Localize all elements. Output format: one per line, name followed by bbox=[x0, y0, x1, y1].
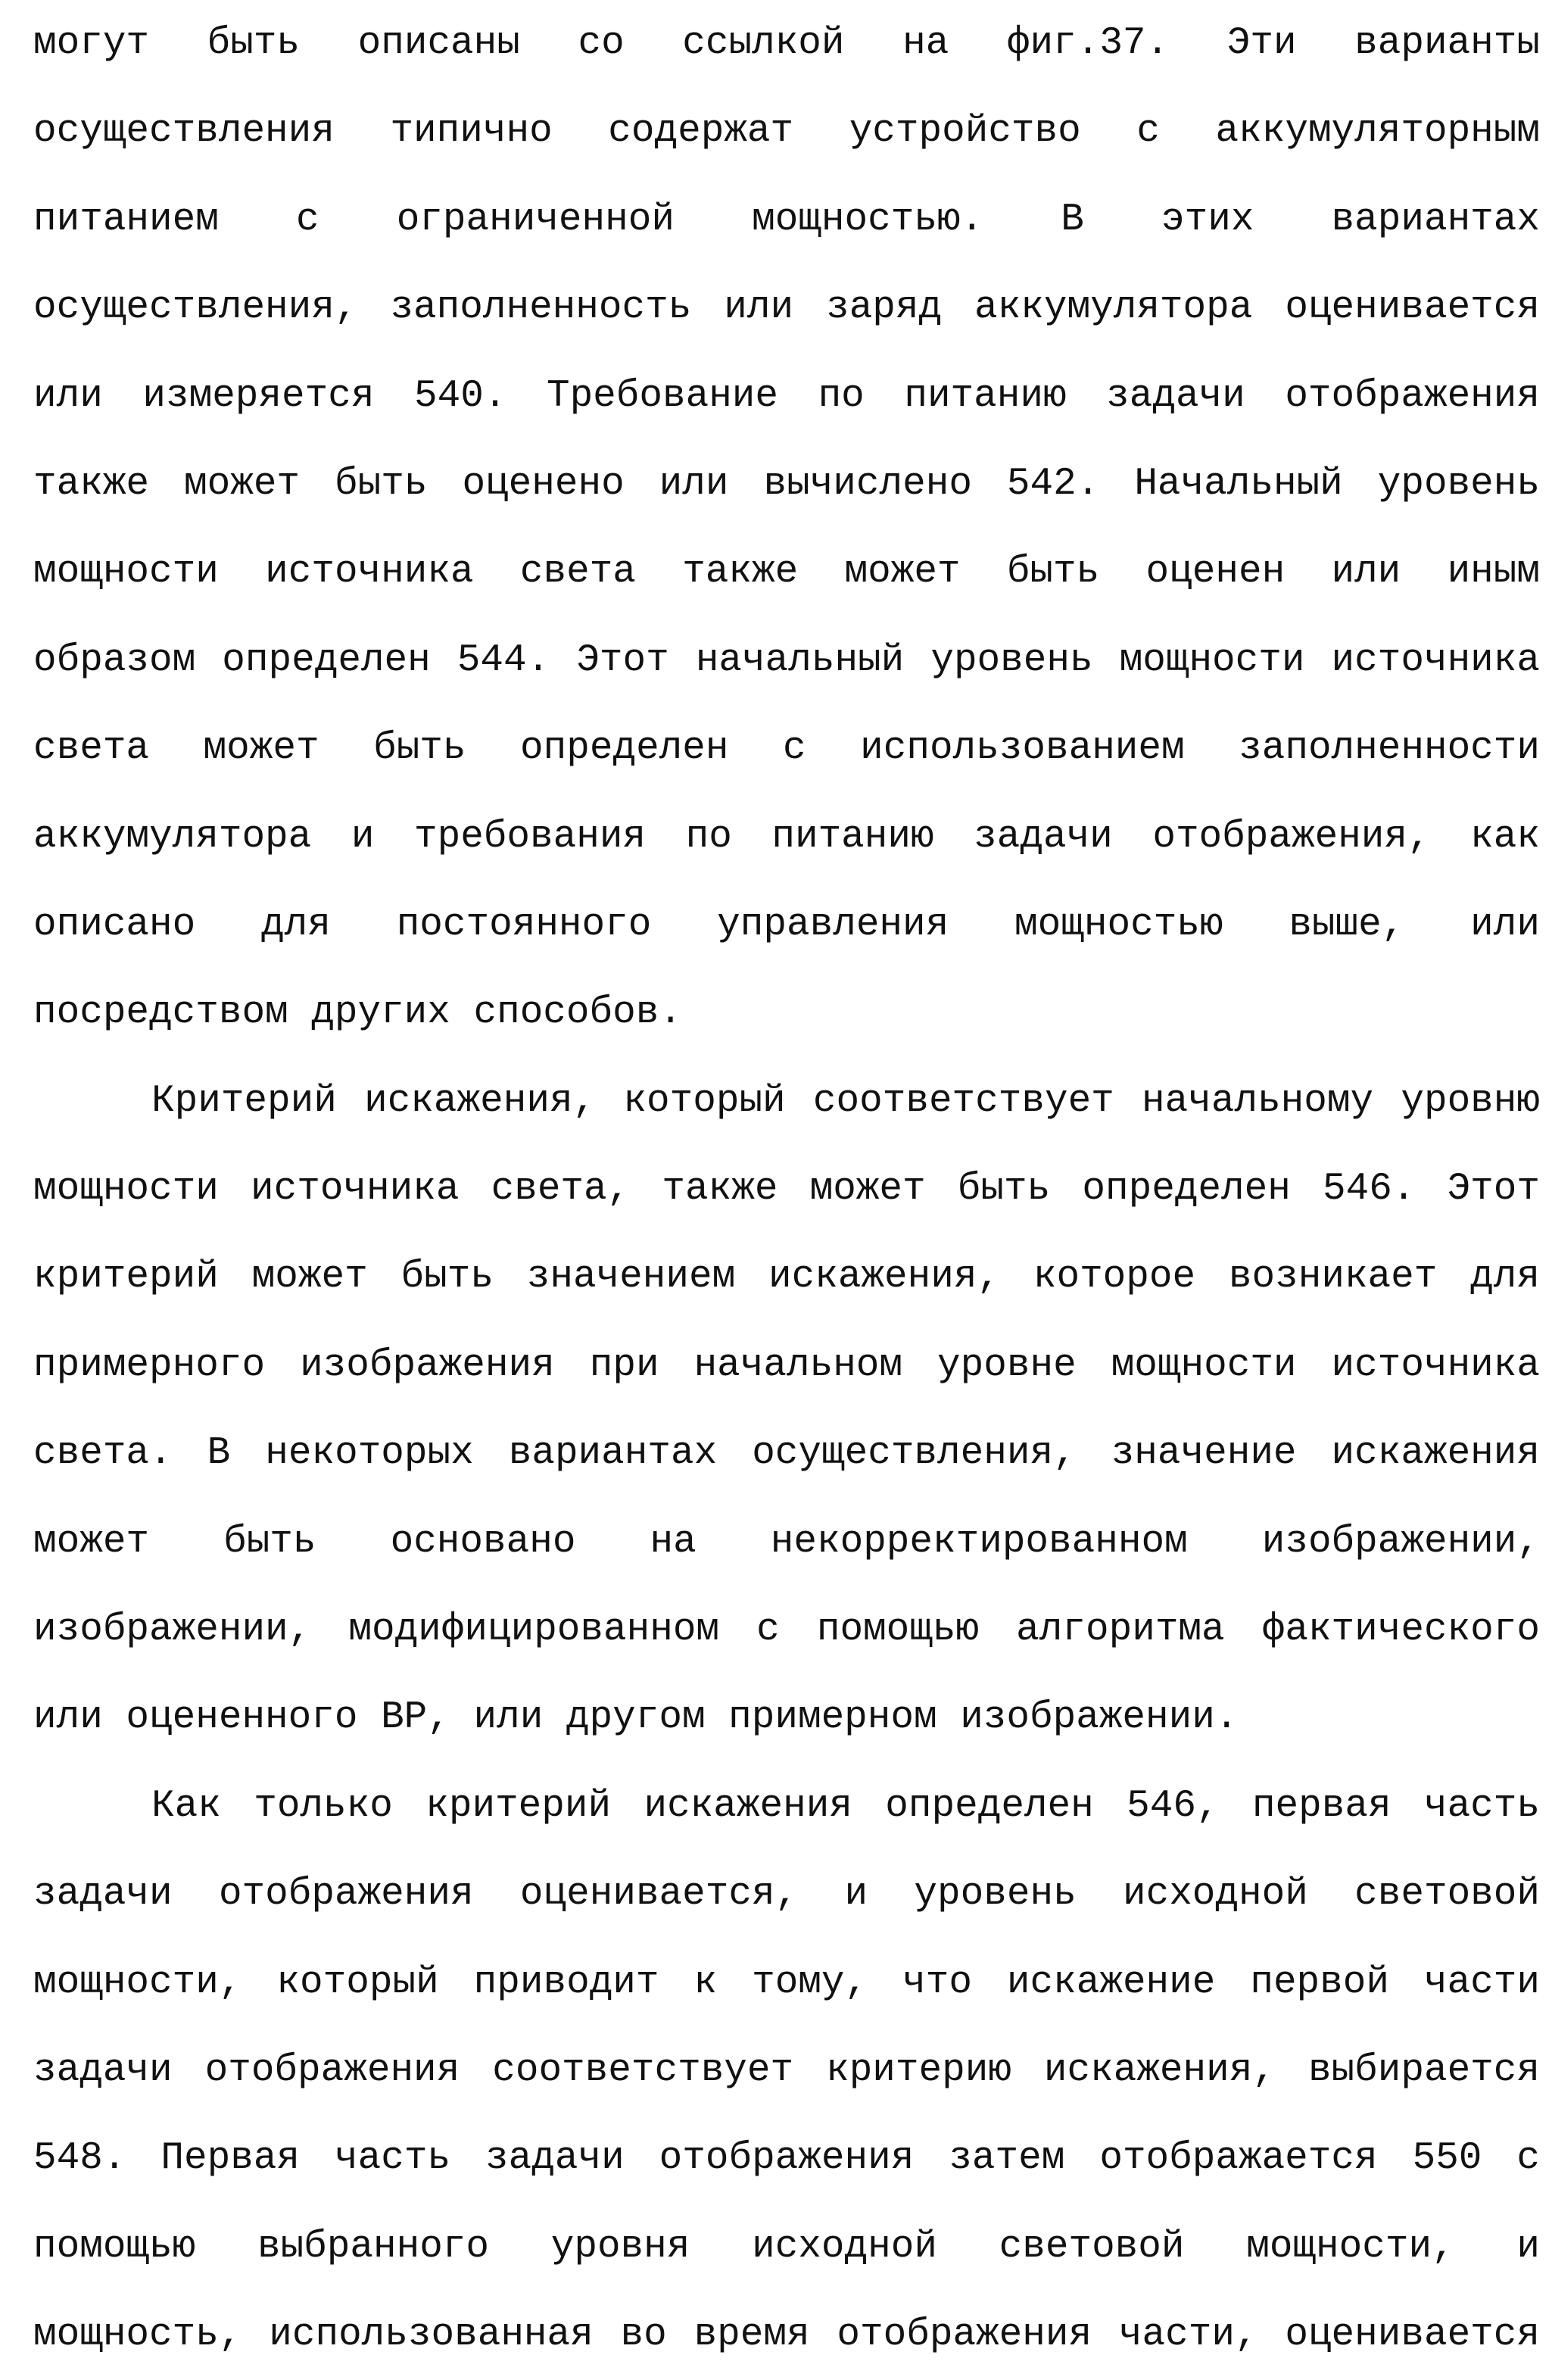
text-line: света. В некоторых вариантах осуществления, значение искажения bbox=[33, 1410, 1540, 1498]
text-line: аккумулятора и требования по питанию задачи отображения, как bbox=[33, 794, 1540, 881]
text-line: света может быть определен с использованием заполненности bbox=[33, 705, 1540, 793]
text-line: посредством других способов. bbox=[33, 969, 1540, 1057]
paragraph bbox=[33, 0, 1540, 1058]
text-line: задачи отображения оценивается, и уровень исходной световой bbox=[33, 1851, 1540, 1939]
text-line: мощности, который приводит к тому, что искажение первой части bbox=[33, 1939, 1540, 2027]
paragraph bbox=[33, 1058, 1540, 1763]
text-line: осуществления типично содержат устройство с аккумуляторным bbox=[33, 88, 1540, 176]
text-line: описано для постоянного управления мощностью выше, или bbox=[33, 881, 1540, 969]
text-line: мощности источника света, также может быть определен 546. Этот bbox=[33, 1146, 1540, 1234]
text-line: или оцененного BP, или другом примерном изображении. bbox=[33, 1674, 1540, 1762]
document-page bbox=[33, 0, 1540, 2380]
text-line: критерий может быть значением искажения, которое возникает для bbox=[33, 1234, 1540, 1321]
text-line: мощность, использованная во время отображения части, оценивается bbox=[33, 2291, 1540, 2379]
text-line: Как только критерий искажения определен 546, первая часть bbox=[33, 1763, 1540, 1851]
text-line: Критерий искажения, который соответствует начальному уровню bbox=[33, 1058, 1540, 1146]
text-line: мощности источника света также может быть оценен или иным bbox=[33, 529, 1540, 616]
text-line: примерного изображения при начальном уровне мощности источника bbox=[33, 1322, 1540, 1410]
text-line: питанием с ограниченной мощностью. В этих вариантах bbox=[33, 176, 1540, 264]
text-line: образом определен 544. Этот начальный уровень мощности источника bbox=[33, 617, 1540, 705]
text-line: помощью выбранного уровня исходной световой мощности, и bbox=[33, 2204, 1540, 2291]
text-line: или измеряется 540. Требование по питанию задачи отображения bbox=[33, 353, 1540, 441]
text-line: осуществления, заполненность или заряд аккумулятора оценивается bbox=[33, 264, 1540, 352]
text-line: задачи отображения соответствует критерию искажения, выбирается bbox=[33, 2027, 1540, 2115]
text-line: изображении, модифицированном с помощью алгоритма фактического bbox=[33, 1586, 1540, 1674]
text-line: 548. Первая часть задачи отображения затем отображается 550 с bbox=[33, 2115, 1540, 2203]
text-line: также может быть оценено или вычислено 542. Начальный уровень bbox=[33, 441, 1540, 529]
text-line: могут быть описаны со ссылкой на фиг.37. Эти варианты bbox=[33, 0, 1540, 88]
paragraph bbox=[33, 1763, 1540, 2380]
text-line: может быть основано на некорректированном изображении, bbox=[33, 1499, 1540, 1586]
